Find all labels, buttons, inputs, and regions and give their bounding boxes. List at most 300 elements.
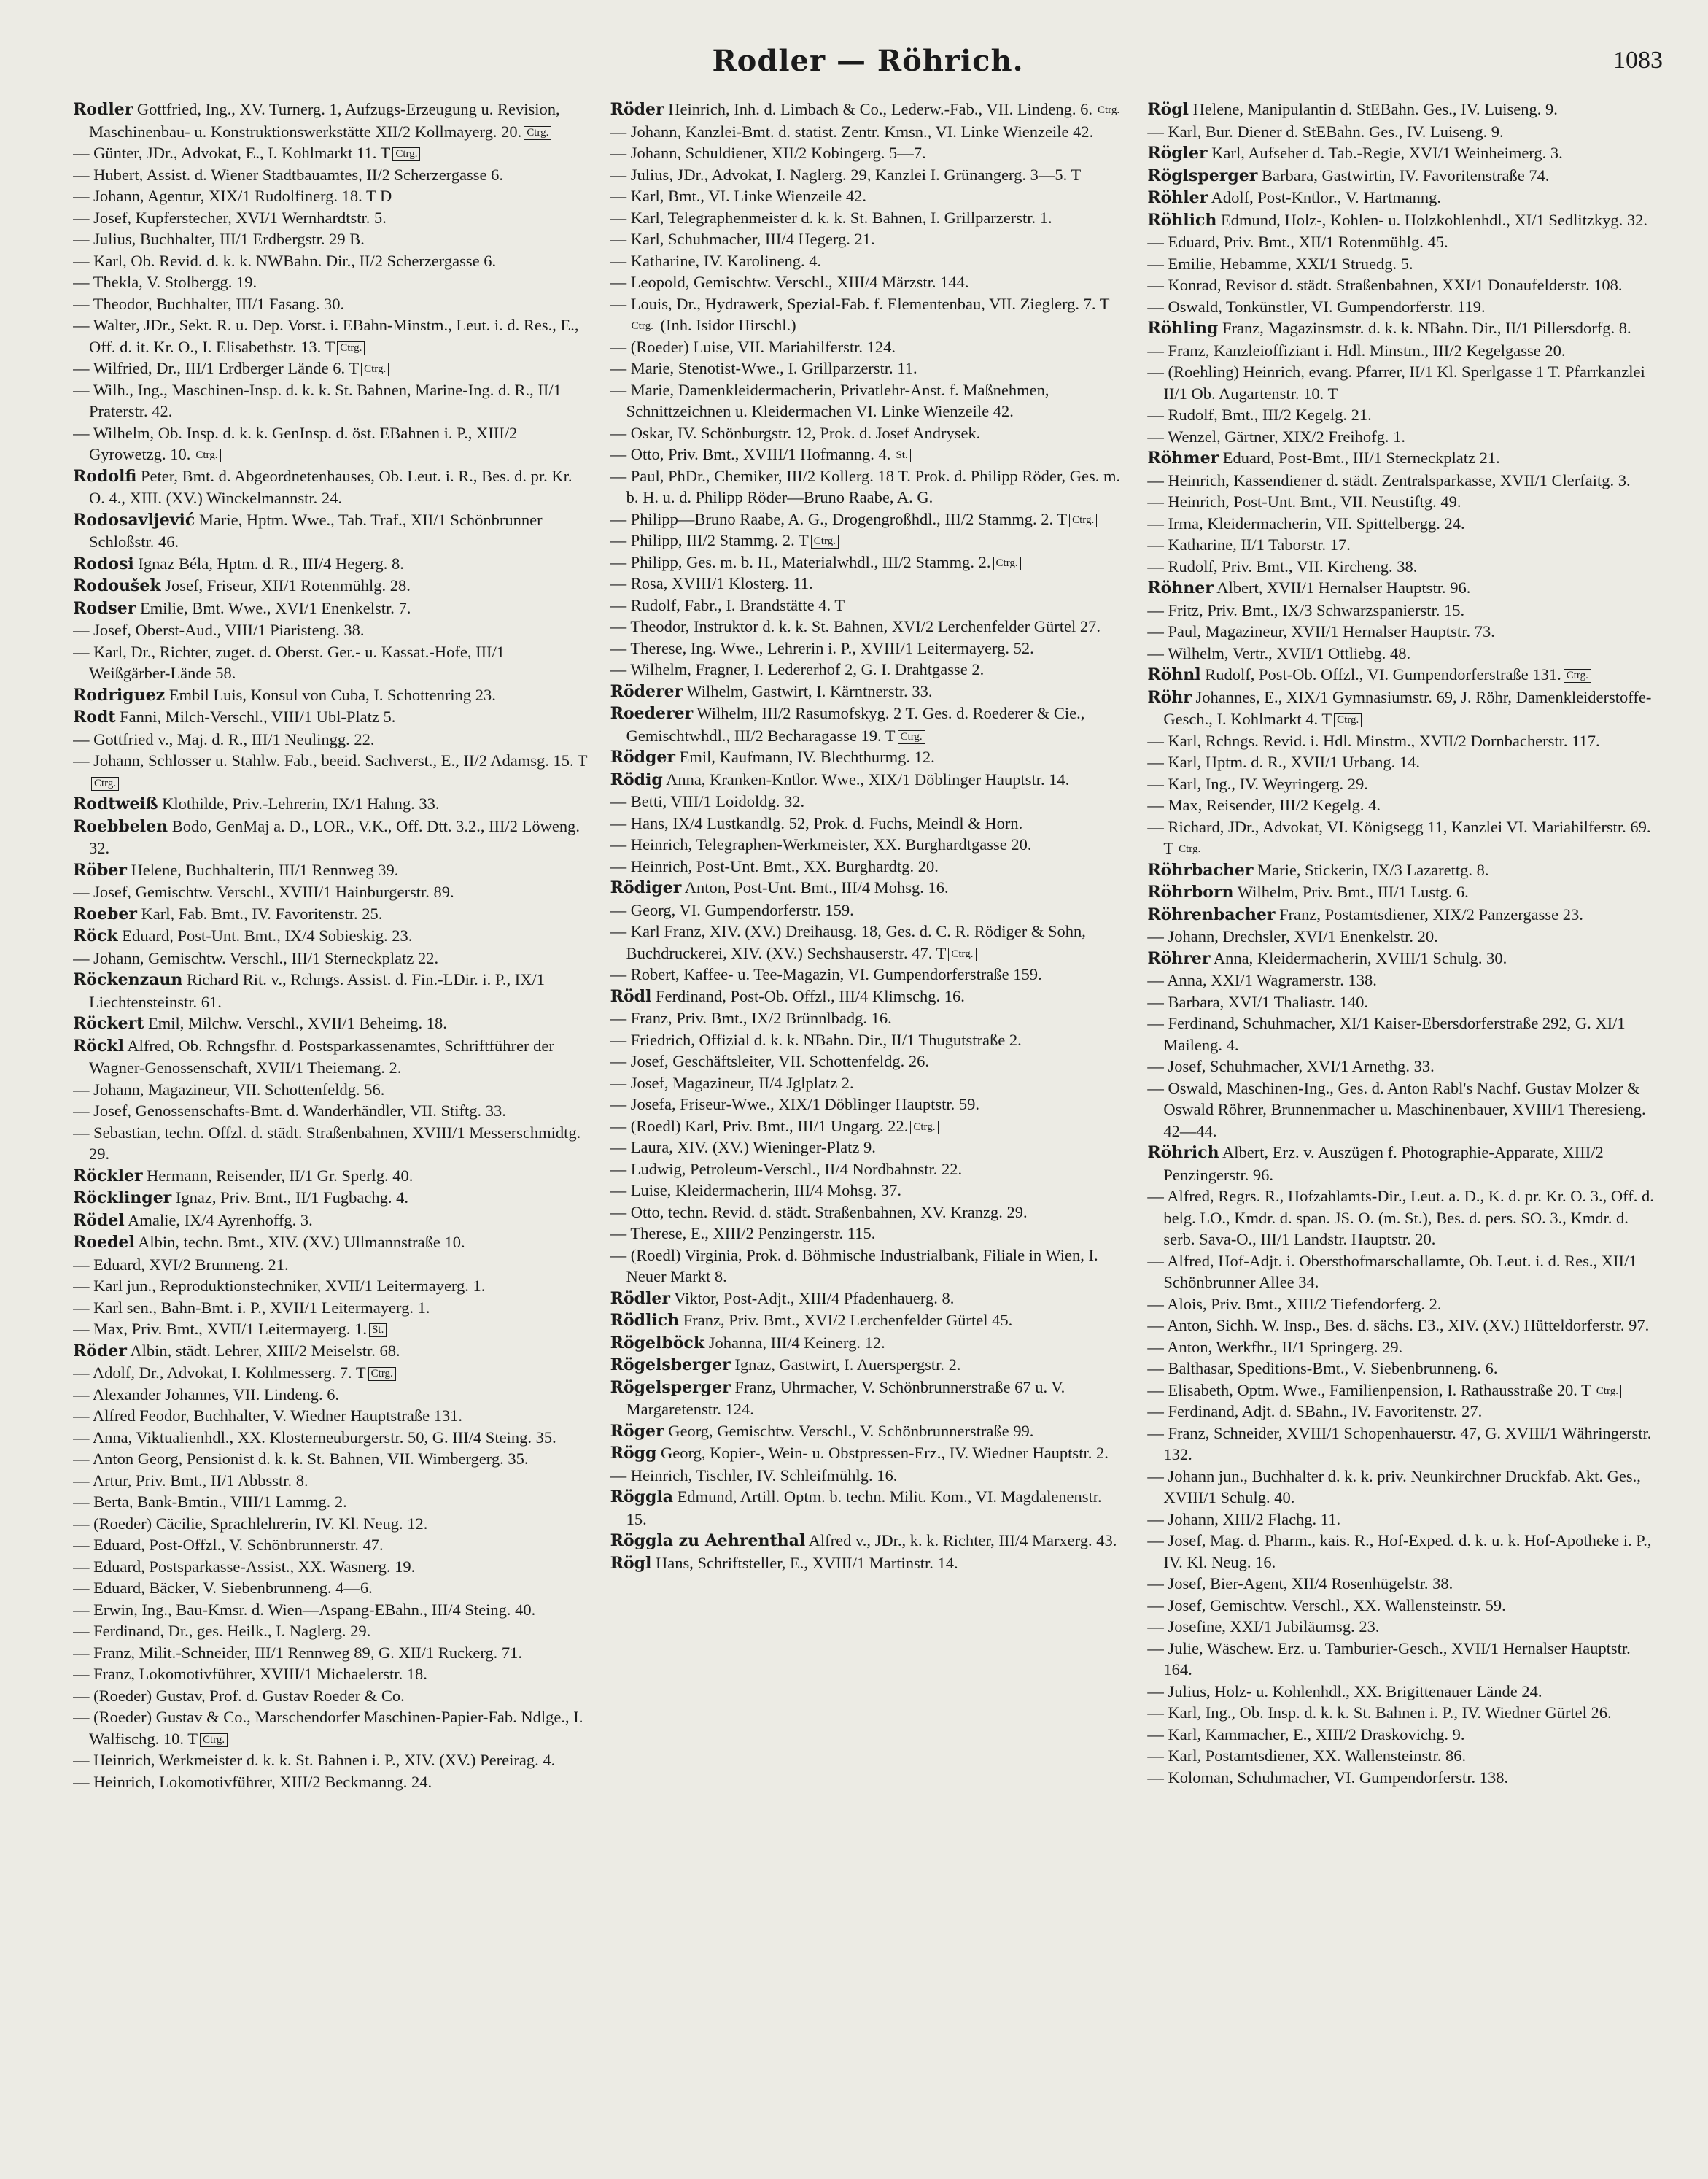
- entry-text: Marie, Hptm. Wwe., Tab. Traf., XII/1 Schönbrunner Schloßstr. 46.: [89, 510, 543, 551]
- directory-entry: [73, 1318, 589, 1340]
- entry-surname: Rödger: [610, 748, 675, 767]
- entry-text: — Thekla, V. Stolbergg. 19.: [73, 273, 257, 291]
- entry-text: — Karl, Bmt., VI. Linke Wienzeile 42.: [610, 187, 866, 205]
- directory-entry: [610, 1309, 1126, 1332]
- directory-entry: [73, 357, 589, 379]
- directory-entry: [1147, 274, 1663, 296]
- entry-text: — Otto, Priv. Bmt., XVIII/1 Hofmanng. 4.: [610, 445, 891, 463]
- entry-surname: Röder: [73, 1341, 127, 1361]
- entry-text: — Marie, Stenotist-Wwe., I. Grillparzerstr. 11.: [610, 359, 917, 377]
- entry-text: Alfred v., JDr., k. k. Richter, III/4 Marxerg. 43.: [808, 1531, 1117, 1549]
- entry-surname: Rodtweiß: [73, 794, 158, 813]
- directory-entry: [73, 142, 589, 164]
- directory-entry: [610, 595, 1126, 616]
- entry-badge: Ctrg.: [193, 449, 220, 462]
- directory-entry: [1147, 1293, 1663, 1315]
- entry-text: — Wilhelm, Ob. Insp. d. k. k. GenInsp. d. öst. EBahnen i. P., XIII/2 Gyrowetzg. 10.: [73, 423, 518, 463]
- directory-entry: [1147, 1767, 1663, 1789]
- entry-text: Wilhelm, Priv. Bmt., III/1 Lustg. 6.: [1237, 883, 1469, 901]
- directory-entry: [1147, 1056, 1663, 1077]
- entry-text: — Heinrich, Post-Unt. Bmt., VII. Neustiftg. 49.: [1147, 492, 1461, 511]
- entry-text: — Johann, Magazineur, VII. Schottenfeldg. 56.: [73, 1080, 385, 1099]
- directory-entry: [610, 1050, 1126, 1072]
- entry-text: — Philipp, III/2 Stammg. 2. T: [610, 531, 809, 549]
- directory-entry: [610, 1029, 1126, 1051]
- directory-entry: [610, 856, 1126, 878]
- entry-text: Peter, Bmt. d. Abgeordnetenhauses, Ob. Leut. i. R., Bes. d. pr. Kr. O. 4., XIII. (XV.) Winckelmannstr. 24.: [89, 466, 572, 507]
- entry-text: — Theodor, Instruktor d. k. k. St. Bahnen, XVI/2 Lerchenfelder Gürtel 27.: [610, 617, 1101, 635]
- directory-entry: [73, 619, 589, 641]
- directory-entry: [610, 1442, 1126, 1465]
- directory-entry: [610, 616, 1126, 638]
- directory-entry: [1147, 751, 1663, 773]
- entry-badge: Ctrg.: [1564, 669, 1591, 683]
- entry-text: Josef, Friseur, XII/1 Rotenmühlg. 28.: [165, 576, 411, 595]
- entry-text: Adolf, Post-Kntlor., V. Hartmanng.: [1211, 188, 1442, 206]
- entry-text: — Anton Georg, Pensionist d. k. k. St. Bahnen, VII. Wimbergerg. 35.: [73, 1450, 529, 1468]
- entry-text: — Ferdinand, Adjt. d. SBahn., IV. Favoritenstr. 27.: [1147, 1402, 1483, 1420]
- entry-text: Johannes, E., XIX/1 Gymnasiumstr. 69, J. Röhr, Damenkleiderstoffe-Gesch., I. Kohlmarkt 4. T: [1163, 687, 1652, 728]
- directory-entry: [1147, 926, 1663, 948]
- directory-entry: [610, 1180, 1126, 1201]
- entry-text: — Wenzel, Gärtner, XIX/2 Freihofg. 1.: [1147, 427, 1405, 446]
- entry-badge: Ctrg.: [993, 557, 1021, 570]
- entry-text: — Josefa, Friseur-Wwe., XIX/1 Döblinger Hauptstr. 59.: [610, 1095, 979, 1113]
- entry-surname: Röglsperger: [1147, 166, 1258, 185]
- directory-entry: [73, 1448, 589, 1470]
- column-1: [73, 98, 589, 2152]
- entry-badge: Ctrg.: [629, 320, 656, 333]
- entry-text: — Johann, Schuldiener, XII/2 Kobingerg. 5—7.: [610, 144, 926, 162]
- entry-surname: Rögg: [610, 1444, 657, 1463]
- directory-entry: [1147, 881, 1663, 904]
- directory-entry: [73, 816, 589, 859]
- directory-entry: [73, 1685, 589, 1707]
- entry-text: — Johann, Gemischtw. Verschl., III/1 Sterneckplatz 22.: [73, 948, 439, 967]
- entry-badge: St.: [369, 1323, 387, 1337]
- directory-entry: [610, 379, 1126, 422]
- entry-text: — Ferdinand, Schuhmacher, XI/1 Kaiser-Ebersdorferstraße 292, G. XI/1 Maileng. 4.: [1147, 1014, 1626, 1054]
- entry-surname: Rödel: [73, 1210, 125, 1230]
- entry-text: — Karl, Postamtsdiener, XX. Wallensteinstr. 86.: [1147, 1746, 1467, 1765]
- directory-entry: [1147, 773, 1663, 795]
- directory-entry: [610, 813, 1126, 835]
- entry-text: Marie, Stickerin, IX/3 Lazarettg. 8.: [1257, 860, 1489, 879]
- directory-entry: [73, 903, 589, 926]
- directory-entry: [73, 1663, 589, 1685]
- entry-text: — Eduard, Bäcker, V. Siebenbrunneng. 4—6.: [73, 1579, 373, 1597]
- directory-entry: [73, 1231, 589, 1254]
- entry-text: Emil, Kaufmann, IV. Blechthurmg. 12.: [679, 748, 935, 766]
- entry-surname: Röhler: [1147, 188, 1208, 207]
- entry-text: — (Roeder) Gustav, Prof. d. Gustav Roeder & Co.: [73, 1686, 405, 1705]
- entry-badge: Ctrg.: [1176, 843, 1203, 856]
- directory-entry: [610, 1072, 1126, 1094]
- entry-text: Viktor, Post-Adjt., XIII/4 Pfadenhauerg. 8.: [674, 1288, 955, 1307]
- directory-columns: [73, 98, 1663, 2152]
- entry-text: — Sebastian, techn. Offzl. d. städt. Straßenbahnen, XVIII/1 Messerschmidtg. 29.: [73, 1123, 581, 1163]
- entry-badge: Ctrg.: [337, 341, 365, 355]
- directory-entry: [610, 1245, 1126, 1288]
- entry-text: — Oswald, Maschinen-Ing., Ges. d. Anton Rabl's Nachf. Gustav Molzer & Oswald Röhrer, Brunnenmacher u. Maschinenbauer, XVIII/1 Theresieng. 42—44.: [1147, 1078, 1646, 1140]
- entry-text: Fanni, Milch-Verschl., VIII/1 Ubl-Platz 5.: [120, 708, 396, 726]
- entry-text: — Josef, Schuhmacher, XVI/1 Arnethg. 33.: [1147, 1057, 1435, 1075]
- directory-entry: [73, 465, 589, 509]
- entry-surname: Röhrich: [1147, 1143, 1219, 1162]
- entry-badge: Ctrg.: [524, 126, 551, 140]
- directory-entry: [1147, 730, 1663, 752]
- directory-entry: [73, 597, 589, 620]
- directory-entry: [610, 1552, 1126, 1575]
- entry-surname: Rodoušek: [73, 576, 161, 595]
- entry-surname: Rögler: [1147, 144, 1208, 163]
- entry-text: — Julius, JDr., Advokat, I. Naglerg. 29, Kanzlei I. Grünangerg. 3—5. T: [610, 165, 1082, 184]
- directory-entry: [1147, 1401, 1663, 1423]
- entry-text: — Heinrich, Werkmeister d. k. k. St. Bahnen i. P., XIV. (XV.) Pereirag. 4.: [73, 1751, 556, 1769]
- entry-text: — Philipp, Ges. m. b. H., Materialwhdl., III/2 Stammg. 2.: [610, 552, 991, 571]
- entry-text: — Erwin, Ing., Bau-Kmsr. d. Wien—Aspang-EBahn., III/4 Steing. 40.: [73, 1600, 536, 1619]
- directory-entry: [73, 793, 589, 816]
- entry-text: — (Roehling) Heinrich, evang. Pfarrer, II/1 Kl. Sperlgasse 1 T. Pfarrkanzlei II/1 Ob. Augartenstr. 10. T: [1147, 363, 1645, 403]
- entry-text: — Irma, Kleidermacherin, VII. Spittelbergg. 24.: [1147, 514, 1465, 533]
- entry-text: — Wilhelm, Vertr., XVII/1 Ottliebg. 48.: [1147, 643, 1411, 662]
- entry-surname: Rodriguez: [73, 685, 166, 705]
- entry-text: Helene, Buchhalterin, III/1 Rennweg 39.: [131, 860, 399, 879]
- entry-text: — Josef, Gemischtw. Verschl., XX. Wallensteinstr. 59.: [1147, 1595, 1506, 1614]
- directory-entry: [73, 859, 589, 882]
- directory-entry: [610, 1223, 1126, 1245]
- directory-entry: [73, 1749, 589, 1771]
- directory-entry: [1147, 1142, 1663, 1185]
- directory-entry: [610, 444, 1126, 465]
- directory-entry: [610, 1158, 1126, 1180]
- entry-text: — Eduard, Priv. Bmt., XII/1 Rotenmühlg. 45.: [1147, 233, 1448, 251]
- directory-entry: [610, 681, 1126, 703]
- entry-text: — Karl, Schuhmacher, III/4 Hegerg. 21.: [610, 230, 875, 248]
- directory-entry: [1147, 1616, 1663, 1638]
- directory-entry: [73, 1122, 589, 1165]
- directory-entry: [610, 834, 1126, 856]
- directory-entry: [73, 1771, 589, 1793]
- entry-badge: Ctrg.: [1095, 104, 1122, 117]
- entry-text: — Josef, Genossenschafts-Bmt. d. Wanderhändler, VII. Stiftg. 33.: [73, 1102, 506, 1120]
- entry-text: — Karl sen., Bahn-Bmt. i. P., XVII/1 Leitermayerg. 1.: [73, 1298, 430, 1317]
- entry-text: Eduard, Post-Bmt., III/1 Sterneckplatz 21.: [1222, 449, 1500, 467]
- entry-text: — Karl, Bur. Diener d. StEBahn. Ges., IV. Luiseng. 9.: [1147, 122, 1504, 141]
- directory-entry: [1147, 1013, 1663, 1056]
- entry-text: — Julie, Wäschew. Erz. u. Tamburier-Gesch., XVII/1 Hernalser Hauptstr. 164.: [1147, 1638, 1631, 1679]
- directory-entry: [1147, 1423, 1663, 1466]
- directory-entry: [1147, 1509, 1663, 1530]
- entry-text: — Johann, Agentur, XIX/1 Rudolfinerg. 18. T D: [73, 187, 392, 205]
- entry-text: Wilhelm, Gastwirt, I. Kärntnerstr. 33.: [686, 681, 933, 700]
- directory-entry: [1147, 1573, 1663, 1595]
- directory-entry: [73, 379, 589, 422]
- entry-text: Georg, Gemischtw. Verschl., V. Schönbrunnerstraße 99.: [668, 1421, 1034, 1440]
- directory-entry: [1147, 447, 1663, 470]
- entry-text: — Friedrich, Offizial d. k. k. NBahn. Dir., II/1 Thugutstraße 2.: [610, 1030, 1022, 1049]
- directory-entry: [610, 921, 1126, 964]
- directory-entry: [610, 551, 1126, 573]
- entry-text: — Josefine, XXI/1 Jubiläumsg. 23.: [1147, 1617, 1380, 1636]
- directory-entry: [1147, 1745, 1663, 1767]
- entry-text: Franz, Magazinsmstr. d. k. k. NBahn. Dir., II/1 Pillersdorfg. 8.: [1222, 319, 1631, 337]
- entry-text: — Anton, Sichh. W. Insp., Bes. d. sächs. E3., XIV. (XV.) Hütteldorferstr. 97.: [1147, 1316, 1650, 1334]
- directory-entry: [1147, 1681, 1663, 1703]
- entry-text: Franz, Postamtsdiener, XIX/2 Panzergasse 23.: [1279, 905, 1583, 924]
- directory-entry: [1147, 948, 1663, 970]
- entry-text: — Ferdinand, Dr., ges. Heilk., I. Naglerg. 29.: [73, 1622, 371, 1640]
- entry-text: — Richard, JDr., Advokat, VI. Königsegg 11, Kanzlei VI. Mariahilferstr. 69. T: [1147, 817, 1651, 857]
- entry-badge: Ctrg.: [1594, 1385, 1621, 1398]
- entry-text: — Johann jun., Buchhalter d. k. k. priv. Neunkirchner Druckfab. Akt. Ges., XVIII/1 Schulg. 40.: [1147, 1466, 1641, 1506]
- entry-text: — Ludwig, Petroleum-Verschl., II/4 Nordbahnstr. 22.: [610, 1159, 963, 1178]
- directory-entry: [1147, 1379, 1663, 1401]
- entry-surname: Röck: [73, 926, 118, 945]
- entry-text: — Balthasar, Speditions-Bmt., V. Siebenbrunneng. 6.: [1147, 1359, 1498, 1377]
- entry-text: — (Roedl) Virginia, Prok. d. Böhmische Industrialbank, Filiale in Wien, I. Neuer Markt 8.: [610, 1245, 1098, 1285]
- entry-text: — Karl jun., Reproduktionstechniker, XVII/1 Leitermayerg. 1.: [73, 1277, 486, 1295]
- entry-text: Edmund, Holz-, Kohlen- u. Holzkohlenhdl., XI/1 Sedlitzkyg. 32.: [1221, 210, 1647, 229]
- entry-surname: Roebbelen: [73, 816, 168, 836]
- entry-surname: Rögelböck: [610, 1333, 705, 1352]
- entry-text: Emil, Milchw. Verschl., XVII/1 Beheimg. 18.: [147, 1014, 447, 1032]
- entry-text: — Josef, Magazineur, II/4 Jglplatz 2.: [610, 1073, 854, 1092]
- directory-entry: [610, 142, 1126, 164]
- entry-text: — Karl, Rchngs. Revid. i. Hdl. Minstm., XVII/2 Dornbacherstr. 117.: [1147, 731, 1600, 750]
- entry-text: — Luise, Kleidermacherin, III/4 Mohsg. 37.: [610, 1181, 901, 1199]
- page-header: [73, 44, 1663, 95]
- entry-surname: Röhnl: [1147, 665, 1201, 684]
- directory-entry: [73, 1534, 589, 1556]
- directory-entry: [610, 293, 1126, 336]
- entry-text: — Johann, Drechsler, XVI/1 Enenkelstr. 20.: [1147, 927, 1438, 945]
- directory-entry: [610, 336, 1126, 358]
- entry-badge: St.: [893, 449, 910, 462]
- column-2: [610, 98, 1126, 2152]
- entry-text: — Johann, Schlosser u. Stahlw. Fab., beeid. Sachverst., E., II/2 Adamsg. 15. T: [73, 751, 588, 770]
- entry-surname: Rodser: [73, 598, 136, 618]
- directory-entry: [1147, 991, 1663, 1013]
- entry-text: Helene, Manipulantin d. StEBahn. Ges., IV. Luiseng. 9.: [1192, 100, 1558, 118]
- entry-text: — Walter, JDr., Sekt. R. u. Dep. Vorst. i. EBahn-Minstm., Leut. i. d. Res., E., Off. d. it. Kr. O., I. Elisabethstr. 13. T: [73, 316, 579, 356]
- directory-entry: [610, 573, 1126, 595]
- entry-surname: Röder: [610, 100, 664, 119]
- directory-entry: [1147, 816, 1663, 859]
- entry-text: — Karl, Ob. Revid. d. k. k. NWBahn. Dir., II/2 Scherzergasse 6.: [73, 251, 497, 270]
- entry-text: — Rudolf, Bmt., III/2 Kegelg. 21.: [1147, 406, 1372, 424]
- directory-entry: [73, 1210, 589, 1232]
- directory-entry: [1147, 296, 1663, 318]
- directory-entry: [73, 1100, 589, 1122]
- directory-entry: [73, 185, 589, 207]
- directory-entry: [73, 706, 589, 729]
- entry-surname: Röggla: [610, 1487, 674, 1506]
- directory-entry: [1147, 1336, 1663, 1358]
- directory-entry: [610, 769, 1126, 792]
- entry-badge: Ctrg.: [361, 363, 389, 376]
- directory-entry: [610, 1530, 1126, 1552]
- directory-entry: [610, 228, 1126, 250]
- entry-surname: Röhrborn: [1147, 883, 1234, 902]
- entry-text: — Georg, VI. Gumpendorferstr. 159.: [610, 900, 854, 919]
- directory-entry: [73, 98, 589, 142]
- entry-text: Anton, Post-Unt. Bmt., III/4 Mohsg. 16.: [684, 878, 949, 897]
- entry-surname: Röhr: [1147, 687, 1192, 707]
- entry-text: — Franz, Schneider, XVIII/1 Schopenhauerstr. 47, G. XVIII/1 Währingerstr. 132.: [1147, 1423, 1652, 1463]
- directory-entry: [73, 684, 589, 707]
- entry-text-after: (Inh. Isidor Hirschl.): [656, 316, 796, 334]
- entry-text: — Katharine, IV. Karolineng. 4.: [610, 251, 822, 270]
- entry-text: — Josef, Oberst-Aud., VIII/1 Piaristeng. 38.: [73, 621, 365, 639]
- entry-text: — Otto, techn. Revid. d. städt. Straßenbahnen, XV. Kranzg. 29.: [610, 1202, 1028, 1221]
- entry-surname: Röhling: [1147, 319, 1219, 338]
- directory-entry: [610, 465, 1126, 508]
- entry-text: — Josef, Kupferstecher, XVI/1 Wernhardtstr. 5.: [73, 208, 387, 227]
- directory-entry: [1147, 513, 1663, 535]
- entry-text: — Laura, XIV. (XV.) Wieninger-Platz 9.: [610, 1138, 876, 1156]
- entry-text: — Wilfried, Dr., III/1 Erdberger Lände 6. T: [73, 359, 360, 377]
- directory-entry: [1147, 426, 1663, 448]
- entry-surname: Röckert: [73, 1014, 144, 1033]
- entry-surname: Rögl: [1147, 100, 1189, 119]
- entry-text: — Hans, IX/4 Lustkandlg. 52, Prok. d. Fuchs, Meindl & Horn.: [610, 813, 1023, 832]
- entry-surname: Röhrbacher: [1147, 860, 1254, 880]
- directory-entry: [73, 1577, 589, 1599]
- entry-text: Anna, Kleidermacherin, XVIII/1 Schulg. 30.: [1213, 948, 1507, 967]
- entry-text: Hermann, Reisender, II/1 Gr. Sperlg. 40.: [147, 1166, 414, 1185]
- directory-entry: [610, 1377, 1126, 1420]
- directory-entry: [610, 638, 1126, 659]
- entry-text: — Max, Reisender, III/2 Kegelg. 4.: [1147, 796, 1381, 814]
- entry-text: — Robert, Kaffee- u. Tee-Magazin, VI. Gumpendorferstraße 159.: [610, 965, 1042, 983]
- entry-text: — Josef, Mag. d. Pharm., kais. R., Hof-Exped. d. k. u. k. Hof-Apotheke i. P., IV. Kl. Neug. 16.: [1147, 1531, 1652, 1571]
- entry-text: Franz, Uhrmacher, V. Schönbrunnerstraße 67 u. V. Margaretenstr. 124.: [626, 1377, 1065, 1418]
- directory-entry: [73, 1013, 589, 1035]
- entry-surname: Rögelsberger: [610, 1355, 731, 1374]
- directory-entry: [1147, 98, 1663, 121]
- entry-text: — Paul, Magazineur, XVII/1 Hernalser Hauptstr. 73.: [1147, 622, 1495, 640]
- entry-text: — Josef, Gemischtw. Verschl., XVIII/1 Hainburgerstr. 89.: [73, 883, 454, 901]
- entry-text: — Heinrich, Telegraphen-Werkmeister, XX. Burghardtgasse 20.: [610, 835, 1032, 854]
- directory-entry: [73, 575, 589, 597]
- entry-text: — Berta, Bank-Bmtin., VIII/1 Lammg. 2.: [73, 1493, 347, 1511]
- entry-surname: Röckl: [73, 1036, 124, 1056]
- entry-text: — Anna, XXI/1 Wagramerstr. 138.: [1147, 971, 1377, 989]
- entry-text: — Konrad, Revisor d. städt. Straßenbahnen, XXI/1 Donaufelderstr. 108.: [1147, 276, 1623, 294]
- directory-entry: [73, 271, 589, 293]
- entry-text: Ignaz, Gastwirt, I. Auerspergstr. 2.: [734, 1355, 961, 1374]
- entry-text: — Heinrich, Kassendiener d. städt. Zentralsparkasse, XVII/1 Clerfaitg. 3.: [1147, 471, 1631, 489]
- directory-entry: [1147, 470, 1663, 492]
- directory-entry: [73, 228, 589, 250]
- entry-badge: Ctrg.: [1069, 514, 1097, 527]
- directory-entry: [73, 1297, 589, 1319]
- directory-entry: [1147, 600, 1663, 622]
- entry-text: Albin, techn. Bmt., XIV. (XV.) Ullmannstraße 10.: [138, 1233, 465, 1251]
- entry-surname: Roedel: [73, 1233, 135, 1252]
- entry-badge: Ctrg.: [392, 147, 420, 161]
- directory-entry: [1147, 904, 1663, 926]
- entry-text: Alfred, Ob. Rchngsfhr. d. Postsparkassenamtes, Schriftführer der Wagner-Genossenschaft, XVII/1 Theiemang. 2.: [89, 1036, 554, 1077]
- entry-badge: Ctrg.: [91, 777, 119, 791]
- entry-surname: Rodosi: [73, 554, 134, 573]
- directory-entry: [1147, 621, 1663, 643]
- entry-text: — Franz, Kanzleioffiziant i. Hdl. Minstm., III/2 Kegelgasse 20.: [1147, 341, 1566, 360]
- entry-text: Heinrich, Inh. d. Limbach & Co., Lederw.-Fab., VII. Lindeng. 6.: [668, 100, 1092, 118]
- column-3: [1147, 98, 1663, 2152]
- page-number: 1083: [1613, 47, 1663, 74]
- directory-entry: [1147, 231, 1663, 253]
- entry-text: Klothilde, Priv.-Lehrerin, IX/1 Hahng. 33.: [162, 794, 440, 813]
- entry-text: — Koloman, Schuhmacher, VI. Gumpendorferstr. 138.: [1147, 1768, 1509, 1787]
- entry-text: Eduard, Post-Unt. Bmt., IX/4 Sobieskig. 23.: [122, 926, 413, 945]
- directory-entry: [1147, 340, 1663, 362]
- directory-entry: [610, 508, 1126, 530]
- entry-text: — Franz, Priv. Bmt., IX/2 Brünnlbadg. 16.: [610, 1009, 892, 1027]
- directory-entry: [73, 1513, 589, 1535]
- entry-text: — Franz, Lokomotivführer, XVIII/1 Michaelerstr. 18.: [73, 1665, 427, 1683]
- entry-text: — Adolf, Dr., Advokat, I. Kohlmesserg. 7. T: [73, 1363, 366, 1382]
- directory-entry: [610, 791, 1126, 813]
- entry-text: — Alfred, Hof-Adjt. i. Obersthofmarschallamte, Ob. Leut. i. d. Res., XII/1 Schönbrunner Allee 34.: [1147, 1251, 1637, 1291]
- directory-entry: [73, 164, 589, 186]
- directory-entry: [610, 1486, 1126, 1530]
- entry-surname: Röderer: [610, 681, 683, 701]
- entry-text: Anna, Kranken-Kntlor. Wwe., XIX/1 Döblinger Hauptstr. 14.: [666, 770, 1070, 789]
- directory-page: [73, 44, 1663, 2152]
- directory-entry: [73, 553, 589, 576]
- entry-surname: Rödlich: [610, 1311, 680, 1330]
- entry-badge: Ctrg.: [948, 948, 976, 961]
- entry-surname: Roederer: [610, 704, 694, 723]
- entry-text: — Julius, Holz- u. Kohlenhdl., XX. Brigittenauer Lände 24.: [1147, 1681, 1542, 1700]
- entry-surname: Röckler: [73, 1166, 143, 1185]
- directory-entry: [610, 1115, 1126, 1137]
- directory-entry: [610, 271, 1126, 293]
- directory-entry: [610, 98, 1126, 121]
- entry-text: — Rosa, XVIII/1 Klosterg. 11.: [610, 574, 813, 592]
- entry-text: — Karl, Kammacher, E., XIII/2 Draskovichg. 9.: [1147, 1725, 1465, 1743]
- entry-text: — Eduard, XVI/2 Brunneng. 21.: [73, 1255, 289, 1274]
- directory-entry: [73, 1642, 589, 1664]
- entry-text: — Therese, Ing. Wwe., Lehrerin i. P., XVIII/1 Leitermayerg. 52.: [610, 638, 1034, 657]
- entry-surname: Röckenzaun: [73, 970, 183, 989]
- entry-text: — Karl, Hptm. d. R., XVII/1 Urbang. 14.: [1147, 753, 1421, 771]
- directory-entry: [1147, 1358, 1663, 1379]
- entry-text: — (Roeder) Gustav & Co., Marschendorfer Maschinen-Papier-Fab. Ndlge., I. Walfischg. 10. T: [73, 1708, 583, 1748]
- entry-text: — Heinrich, Post-Unt. Bmt., XX. Burghardtg. 20.: [610, 856, 939, 875]
- directory-entry: [610, 703, 1126, 746]
- directory-entry: [1147, 121, 1663, 143]
- running-head: Rodler — Röhrich.: [712, 44, 1024, 78]
- entry-text: — Günter, JDr., Advokat, E., I. Kohlmarkt 11. T: [73, 144, 391, 162]
- directory-entry: [73, 969, 589, 1013]
- entry-text: — (Roedl) Karl, Priv. Bmt., III/1 Ungarg. 22.: [610, 1116, 909, 1135]
- directory-entry: [73, 948, 589, 969]
- entry-surname: Röger: [610, 1421, 664, 1441]
- directory-entry: [1147, 969, 1663, 991]
- directory-entry: [1147, 1530, 1663, 1573]
- directory-entry: [73, 207, 589, 229]
- entry-text: — Karl, Ing., IV. Weyringerg. 29.: [1147, 774, 1368, 793]
- entry-surname: Röhlich: [1147, 210, 1217, 230]
- directory-entry: [610, 877, 1126, 899]
- entry-text: — Rudolf, Fabr., I. Brandstätte 4. T: [610, 595, 845, 614]
- directory-entry: [1147, 556, 1663, 578]
- entry-surname: Röggla zu Aehrenthal: [610, 1531, 806, 1550]
- directory-entry: [610, 357, 1126, 379]
